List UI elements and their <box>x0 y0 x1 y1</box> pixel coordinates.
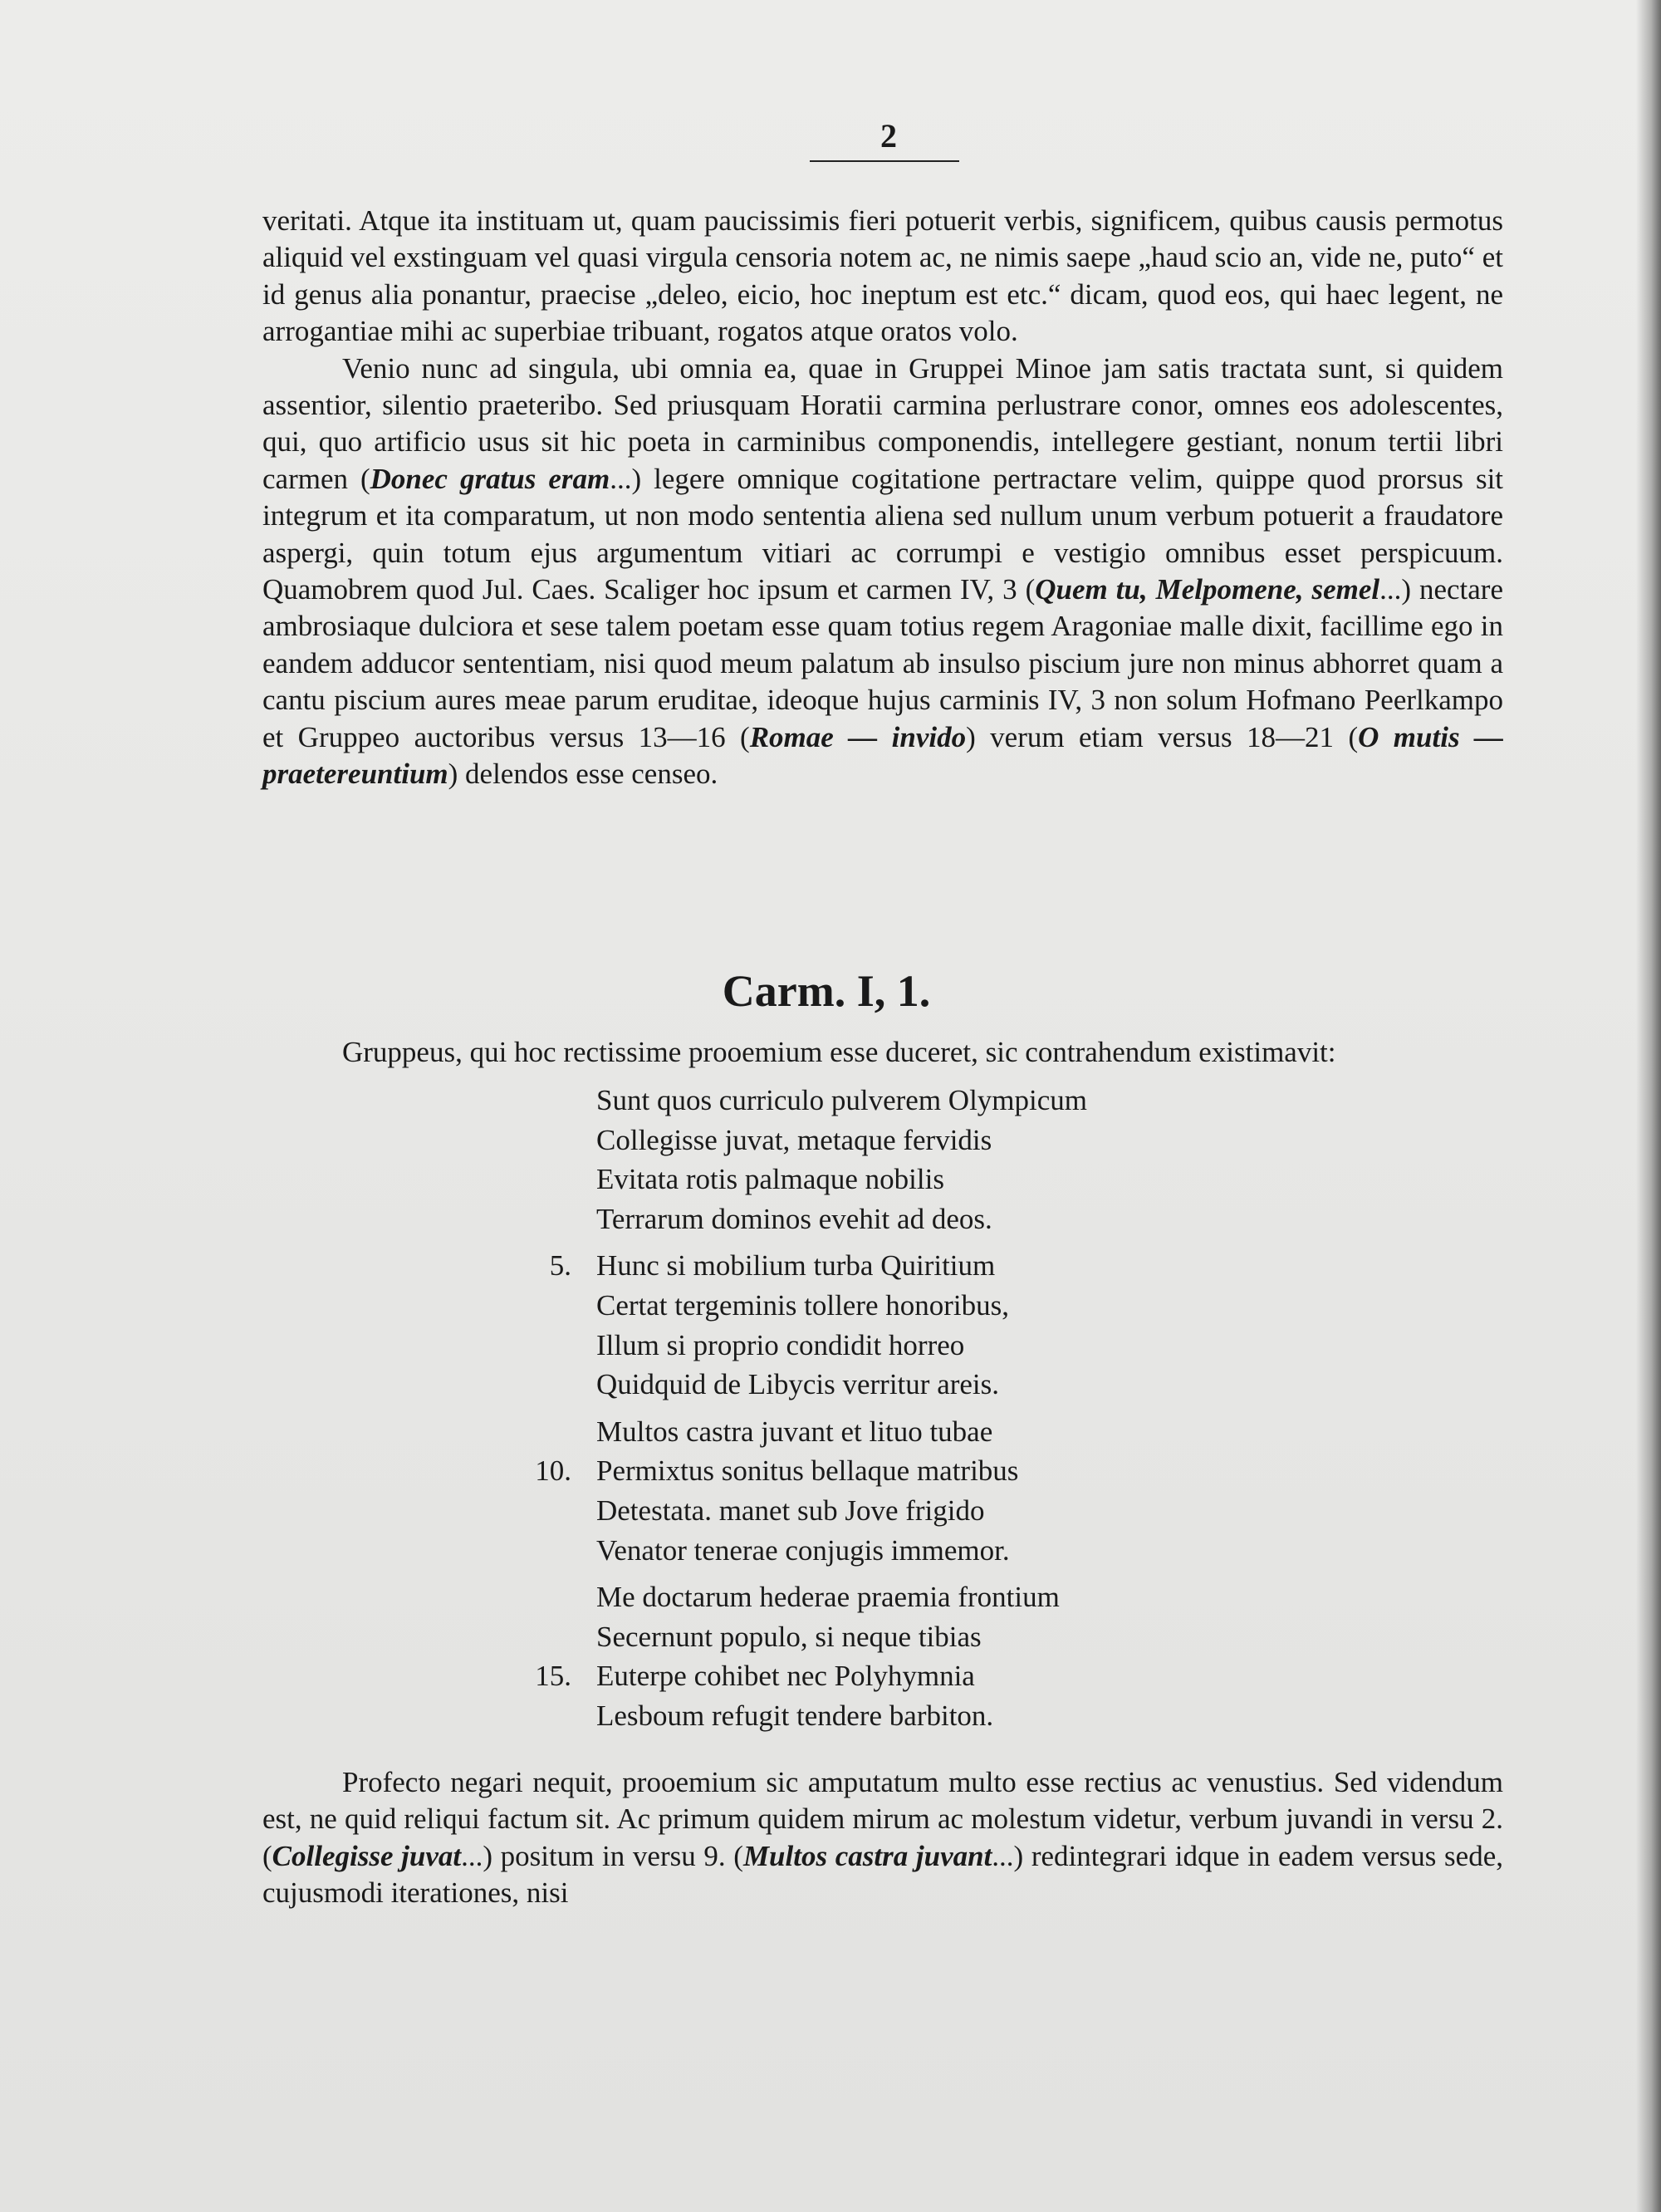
citation-donec-gratus-eram: Donec gratus eram <box>370 462 610 495</box>
citation-quem-tu-melpomene: Quem tu, Melpomene, semel <box>1035 573 1380 606</box>
paragraph-2-text-a: Venio nunc ad singula, ubi omnia ea, quae in Gruppei Minoe jam satis tractata sunt, si quidem assentior, silentio praeteribo. Sed priusquam Horatii carmina perlustrare conor, omnes eos adolescentes, qui, quo artificio usus sit hic poeta in carminibus componendis, intellegere gestiant, nonum tertii libri carmen ( <box>262 351 1503 495</box>
verse-text: Collegisse juvat, metaque fervidis <box>596 1123 992 1156</box>
paragraph-1 <box>262 203 1503 351</box>
binding-shadow <box>1636 0 1661 2212</box>
paragraph-3-text-a: Profecto negari nequit, prooemium sic amputatum multo esse rectius ac venustius. Sed videndum est, ne quid reliqui factum sit. Ac primum quidem mirum ac molestum videtur, verbum juvandi in versu 2. ( <box>262 1766 1503 1872</box>
verse-text: Permixtus sonitus bellaque matribus <box>596 1454 1019 1488</box>
citation-romae-invido: Romae — invido <box>749 720 967 753</box>
citation-collegisse-juvat: Collegisse juvat <box>272 1839 462 1872</box>
verse-text: Sunt quos curriculo pulverem Olympicum <box>596 1084 1088 1116</box>
verse-text: Terrarum dominos evehit ad deos. <box>596 1202 992 1235</box>
verse-text: Illum si proprio condidit horreo <box>596 1328 965 1361</box>
outro-text <box>262 1764 1503 1912</box>
verse-text: Me doctarum hederae praemia frontium <box>596 1581 1060 1614</box>
verse-text: Lesboum refugit tendere barbiton. <box>596 1699 994 1732</box>
section-intro: Gruppeus, qui hoc rectissime prooemium esse duceret, sic contrahendum existimavit: <box>342 1036 1336 1068</box>
verse-text: Secernunt populo, si neque tibias <box>596 1620 982 1653</box>
verse-text: Certat tergeminis tollere honoribus, <box>596 1288 1010 1322</box>
paragraph-3 <box>262 1764 1503 1912</box>
verse-text: Evitata rotis palmaque nobilis <box>596 1163 944 1196</box>
paragraph-2-text-e: ) delendos esse censeo. <box>448 758 718 791</box>
page-number-rule <box>810 160 959 162</box>
verse-text: Quidquid de Libycis verritur areis. <box>596 1368 1000 1401</box>
verse-text: Hunc si mobilium turba Quiritium <box>596 1249 996 1283</box>
paragraph-2-text-b: ...) legere omnique cogitatione pertractare velim, quippe quod prorsus sit integrum et ita comparatum, ut non modo sententia aliena sed nullum unum verbum potuerit a fraudatore aspergi, quin totum ejus argumentum vitiari ac corrumpi e vestigio omnibus esset perspicuum. Quamobrem quod Jul. Caes. Scaliger hoc ipsum et carmen IV, 3 ( <box>262 462 1504 606</box>
verse-text: Multos castra juvant et lituo tubae <box>596 1415 993 1448</box>
intro-text <box>262 203 1503 793</box>
verse-text: Detestata. manet sub Jove frigido <box>596 1493 985 1527</box>
citation-multos-castra-juvant: Multos castra juvant <box>742 1839 992 1872</box>
paragraph-3-text-c: ...) redintegrari idque in eadem versus sede, cujusmodi iterationes, nisi <box>262 1839 1503 1910</box>
paragraph-3-text-b: ...) positum in versu 9. ( <box>461 1839 743 1872</box>
verse-text: Venator tenerae conjugis immemor. <box>596 1533 1010 1567</box>
verse-number: 10. <box>535 1454 571 1488</box>
section-title: Carm. I, 1. <box>722 966 931 1016</box>
verse-number: 15. <box>535 1660 571 1693</box>
paragraph-2-text-d: ) verum etiam versus 18—21 ( <box>966 720 1359 753</box>
paragraph-2 <box>262 351 1503 793</box>
paragraph-2-text-c: ...) nectare ambrosiaque dulciora et sese talem poetam esse quam totius regem Aragoniae malle dixit, facillime ego in eandem adducor sententiam, nisi quod meum palatum ab insulso piscium jure non minus abhorret quam a cantu piscium aures meae parum eruditae, ideoque hujus carminis IV, 3 non solum Hofmano Peerlkampo et Gruppeo auctoribus versus 13—16 ( <box>262 573 1503 753</box>
paragraph-1-text: veritati. Atque ita instituam ut, quam paucissimis fieri potuerit verbis, significem, quibus causis permotus aliquid vel exstinguam vel quasi virgula censoria notem ac, ne nimis saepe „haud scio an, vide ne, puto“ et id genus alia ponantur, praecise „deleo, eicio, hoc ineptum est etc.“ dicam, quod eos, qui haec legent, ne arrogantiae mihi ac superbiae tribuant, rogatos atque oratos volo. <box>262 204 1503 348</box>
page-number: 2 <box>880 117 897 154</box>
section-intro-block <box>262 1034 1503 1071</box>
verse-text: Euterpe cohibet nec Polyhymnia <box>596 1660 975 1693</box>
verse-number: 5. <box>549 1249 571 1283</box>
citation-o-mutis: O mutis — praetereuntium <box>262 720 1503 791</box>
